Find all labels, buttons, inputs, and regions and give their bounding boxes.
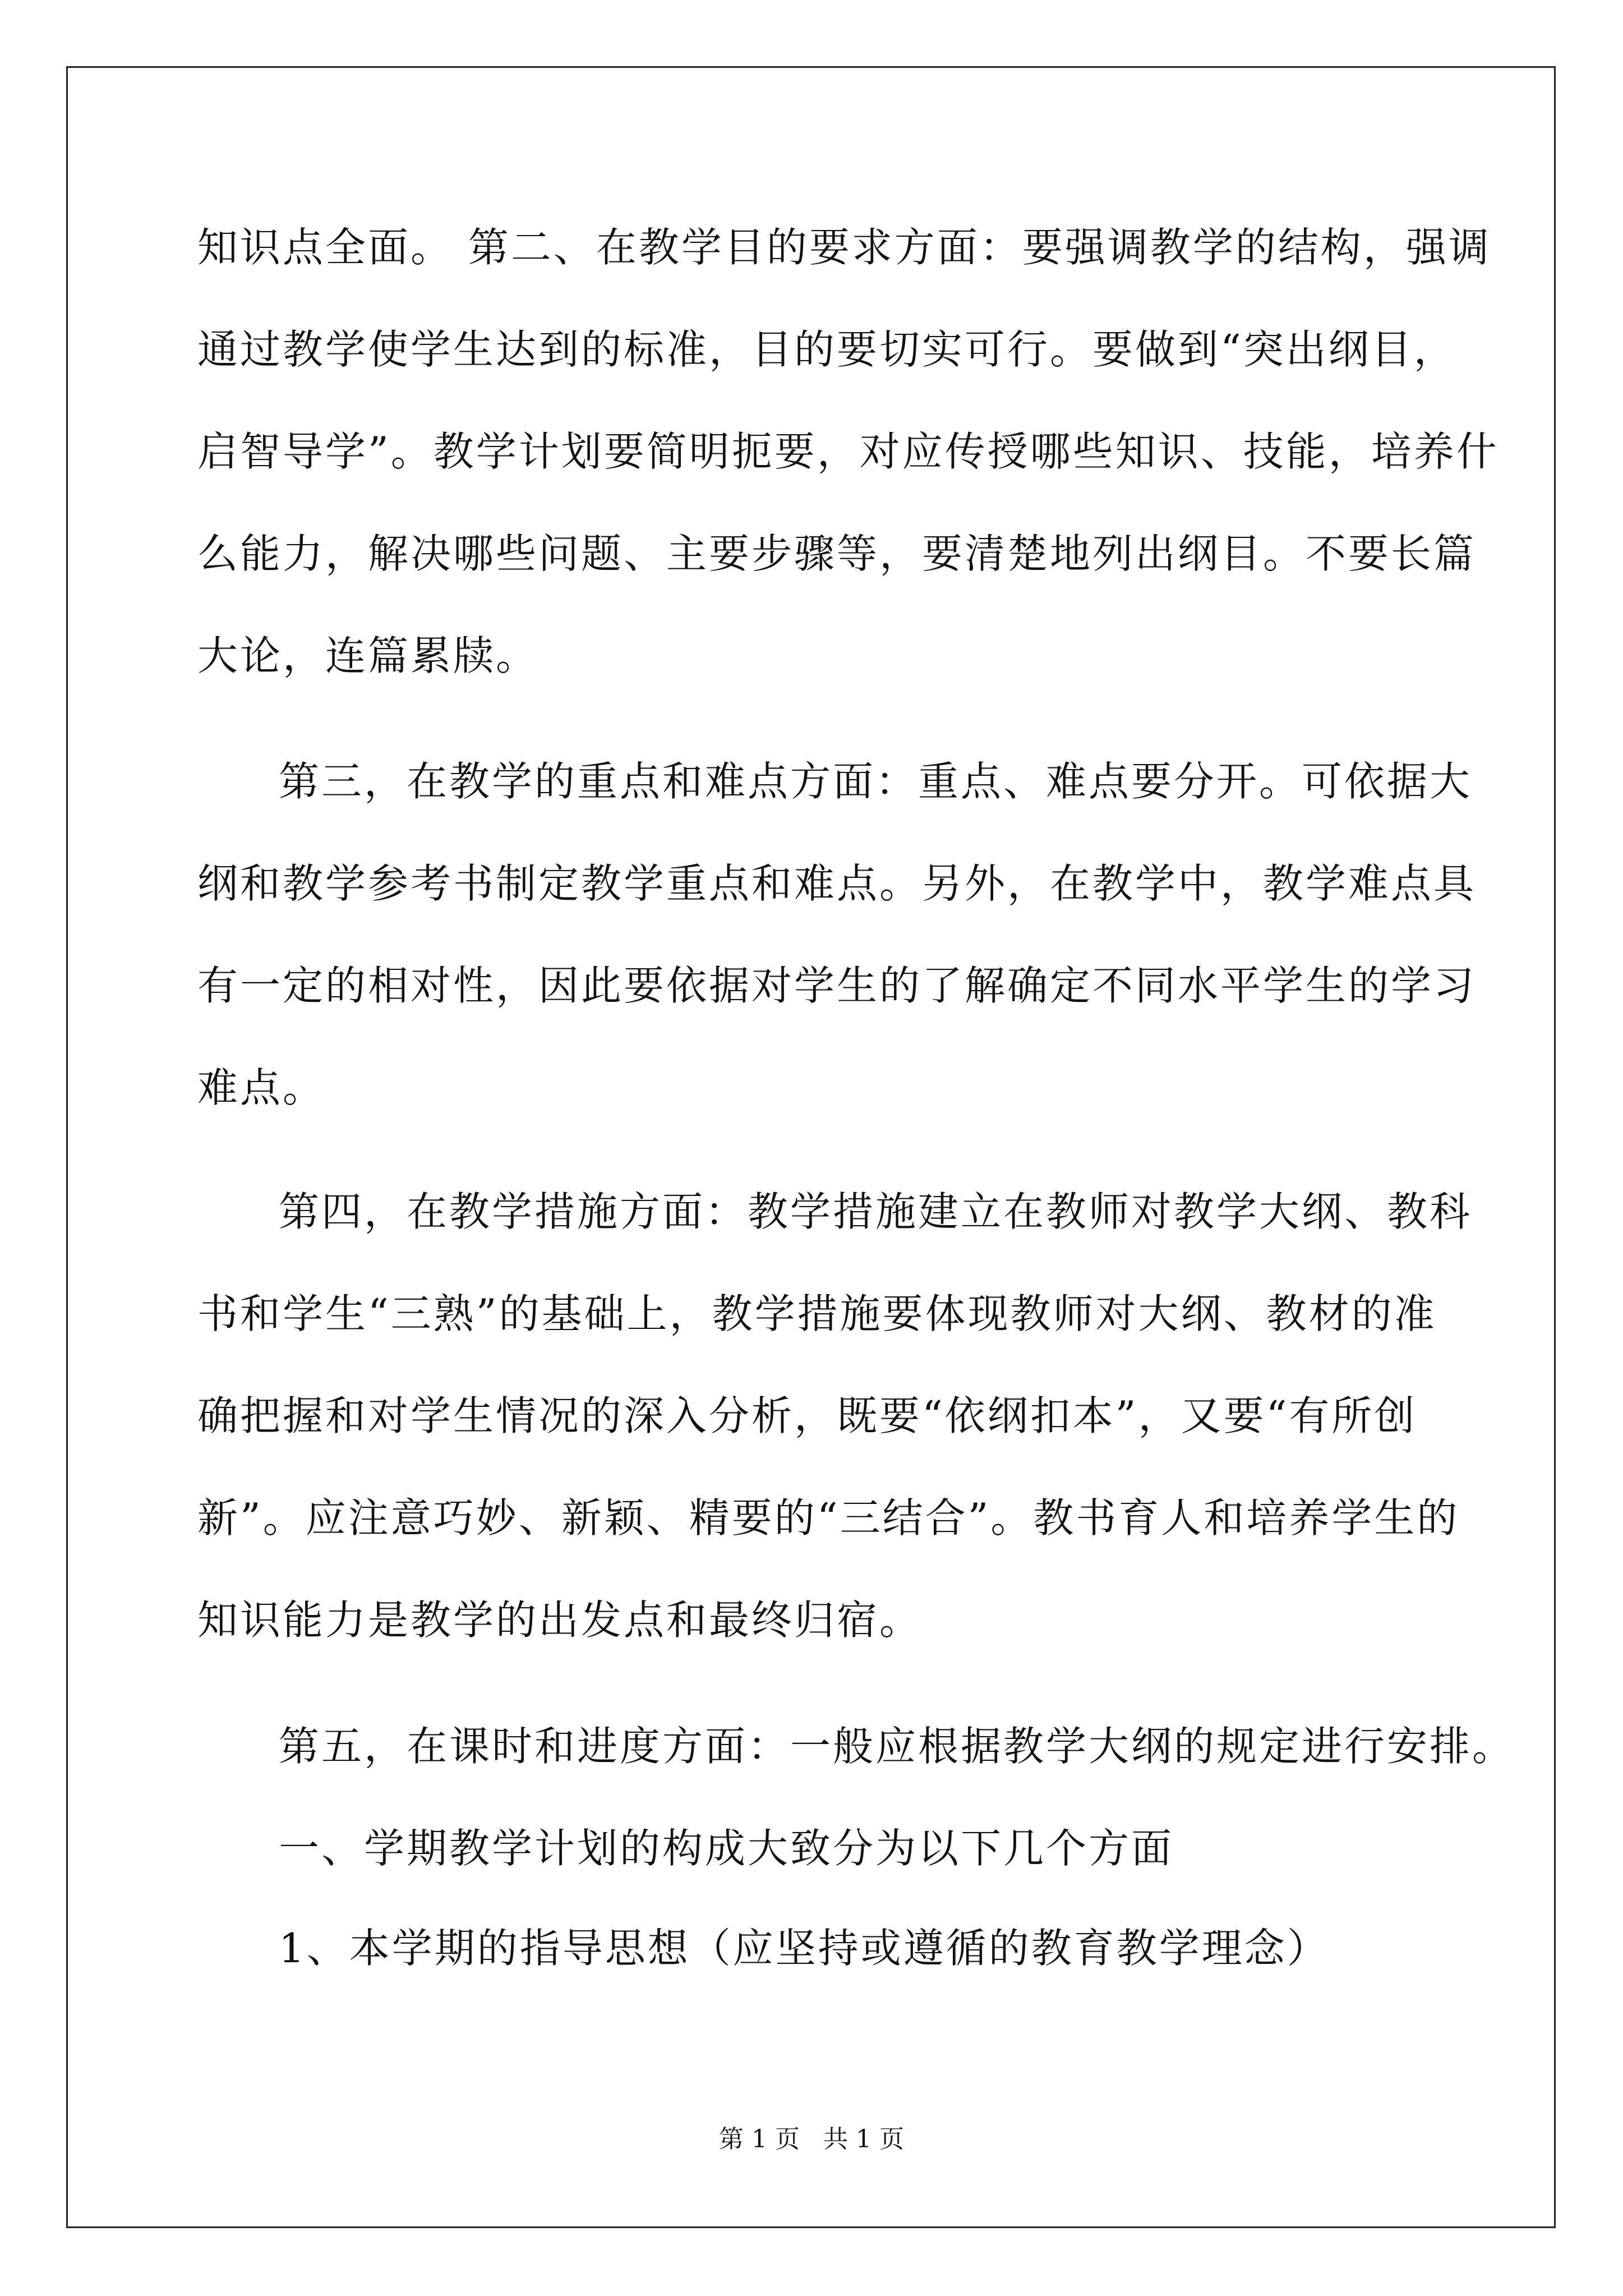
paragraph-start-line: 第四，在教学措施方面：教学措施建立在教师对教学大纲、教科: [279, 1188, 1473, 1235]
text-line: 难点。: [197, 1064, 326, 1111]
text-line: 有一定的相对性，因此要依据对学生的了解确定不同水平学生的学习: [197, 962, 1477, 1009]
text-line: 大论，连篇累牍。: [197, 632, 539, 679]
text-line: 启智导学”。教学计划要简明扼要，对应传授哪些知识、技能，培养什: [197, 428, 1499, 475]
text-line: 知识能力是教学的出发点和最终归宿。: [197, 1596, 923, 1644]
text-line: 书和学生“三熟”的基础上，教学措施要体现教师对大纲、教材的准: [197, 1290, 1437, 1337]
text-line: 知识点全面。 第二、在教学目的要求方面：要强调教学的结构，强调: [197, 224, 1491, 271]
section-heading: 一、学期教学计划的构成大致分为以下几个方面: [279, 1825, 1174, 1872]
list-item: 1、本学期的指导思想（应坚持或遵循的教育教学理念）: [279, 1925, 1330, 1972]
text-line: 通过教学使学生达到的标准，目的要切实可行。要做到“突出纲目，: [197, 326, 1456, 373]
text-line: 新”。应注意巧妙、新颖、精要的“三结合”。教书育人和培养学生的: [197, 1494, 1460, 1542]
paragraph-start-line: 第三，在教学的重点和难点方面：重点、难点要分开。可依据大: [279, 758, 1473, 805]
page-border: [66, 66, 1556, 2228]
page-number-footer: 第 1 页 共 1 页: [719, 2125, 904, 2154]
text-line: 纲和教学参考书制定教学重点和难点。另外，在教学中，教学难点具: [197, 860, 1477, 907]
text-line: 么能力，解决哪些问题、主要步骤等，要清楚地列出纲目。不要长篇: [197, 530, 1477, 577]
text-line: 确把握和对学生情况的深入分析，既要“依纲扣本”，又要“有所创: [197, 1392, 1417, 1439]
paragraph-start-line: 第五，在课时和进度方面：一般应根据教学大纲的规定进行安排。: [279, 1723, 1515, 1770]
